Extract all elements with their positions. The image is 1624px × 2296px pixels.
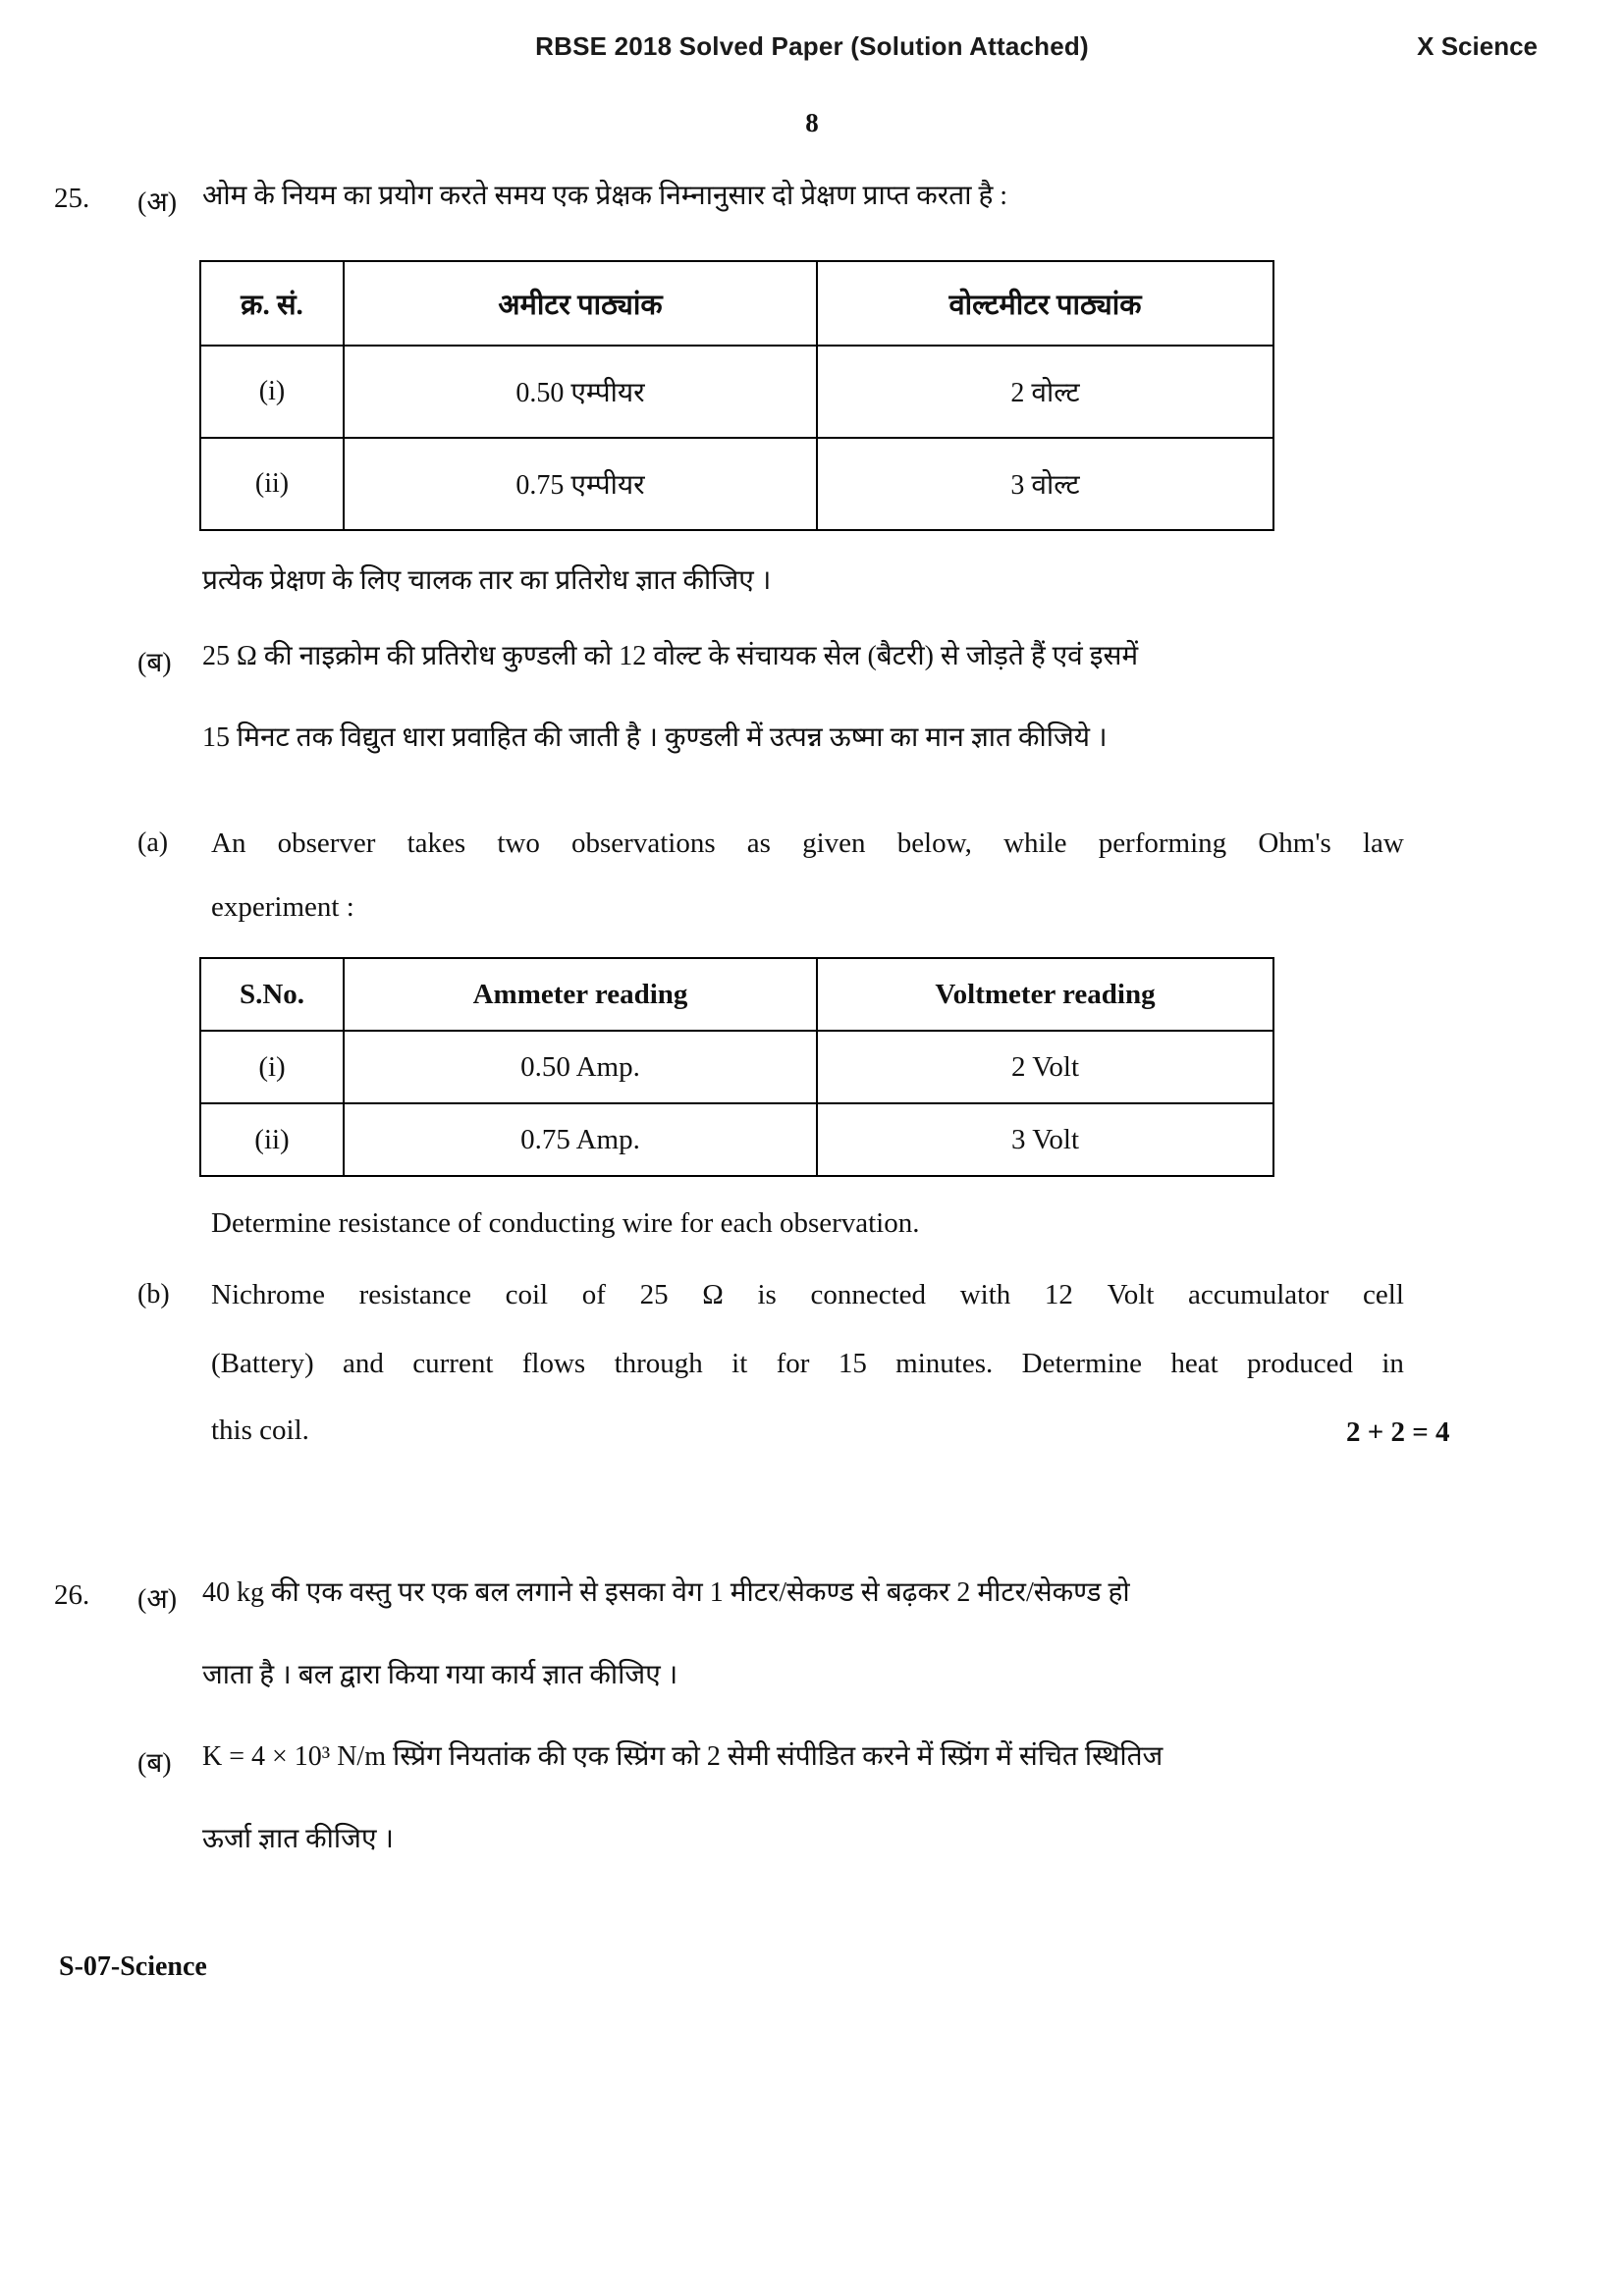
cell-sno: (i) [200, 346, 344, 438]
word: 25 [639, 1279, 669, 1310]
word: 15 [838, 1348, 867, 1379]
question-25-number: 25. [54, 183, 90, 214]
word: heat [1170, 1348, 1218, 1379]
table-row [200, 1031, 1273, 1103]
word: flows [521, 1348, 586, 1379]
word: of [581, 1279, 606, 1310]
word: Volt [1107, 1279, 1155, 1310]
ohm-symbol: Ω [702, 1279, 724, 1310]
word: Determine [1021, 1348, 1143, 1379]
question-25-part-a-en-label: (a) [137, 828, 169, 858]
question-25-part-a-hi-line-1: ओम के नियम का प्रयोग करते समय एक प्रेक्षक निम्नानुसार दो प्रेक्षण प्राप्त करता है : [202, 181, 1008, 211]
word: is [757, 1279, 777, 1310]
word: through [614, 1348, 703, 1379]
page-number: 8 [805, 108, 819, 137]
word: 12 [1044, 1279, 1073, 1310]
question-25-part-b-en-line-1 [211, 1279, 1404, 1311]
word: while [1003, 828, 1067, 859]
cell-voltmeter: 3 वोल्ट [817, 438, 1273, 530]
word: observer [277, 828, 376, 859]
word: connected [810, 1279, 927, 1310]
question-25-part-a-en-line-2: experiment : [211, 891, 354, 923]
word: as [746, 828, 771, 859]
table-row [200, 346, 1273, 438]
question-25-part-a-en-line-1 [211, 828, 1404, 860]
question-26-part-a-label: (अ) [137, 1584, 178, 1615]
cell-sno: (i) [200, 1031, 344, 1103]
word: law [1362, 828, 1404, 859]
word: Nichrome [211, 1279, 325, 1310]
word: cell [1363, 1279, 1404, 1310]
cell-voltmeter: 2 वोल्ट [817, 346, 1273, 438]
cell-voltmeter: 2 Volt [817, 1031, 1273, 1103]
word: resistance [358, 1279, 471, 1310]
paper-footer-code: S-07-Science [59, 1951, 207, 1982]
word: performing [1098, 828, 1227, 859]
question-25-part-b-hi-label: (ब) [137, 648, 172, 678]
cell-ammeter: 0.50 Amp. [344, 1031, 817, 1103]
cell-sno: (ii) [200, 1103, 344, 1176]
cell-ammeter: 0.50 एम्पीयर [344, 346, 817, 438]
paper-subject: X Science [1417, 30, 1538, 61]
word: given [802, 828, 866, 859]
cell-voltmeter: 3 Volt [817, 1103, 1273, 1176]
question-25-part-b-en-line-2 [211, 1348, 1404, 1380]
word: below, [896, 828, 972, 859]
table-header-ammeter: अमीटर पाठ्यांक [344, 261, 817, 346]
word: in [1381, 1348, 1404, 1379]
table-header-voltmeter: Voltmeter reading [817, 958, 1273, 1031]
word: observations [571, 828, 716, 859]
word: (Battery) [211, 1348, 314, 1379]
question-25-part-a-hi-followup: प्रत्येक प्रेक्षण के लिए चालक तार का प्रतिरोध ज्ञात कीजिए । [202, 565, 772, 596]
question-25-part-b-en-label: (b) [137, 1279, 170, 1309]
table-header-row [200, 261, 1273, 346]
word: coil [505, 1279, 549, 1310]
table-row [200, 1103, 1273, 1176]
word: and [343, 1348, 384, 1379]
observation-table-hindi [199, 260, 1274, 531]
word: with [959, 1279, 1011, 1310]
table-header-sno: क्र. सं. [200, 261, 344, 346]
question-25-part-b-hi-line-2: 15 मिनट तक विद्युत धारा प्रवाहित की जाती है । कुण्डली में उत्पन्न ऊष्मा का मान ज्ञात कीजिये । [202, 722, 1108, 753]
word: it [731, 1348, 748, 1379]
table-header-ammeter: Ammeter reading [344, 958, 817, 1031]
question-26-part-b-line-1: K = 4 × 10³ N/m स्प्रिंग नियतांक की एक स्प्रिंग को 2 सेमी संपीडित करने में स्प्रिंग में संचित स्थितिज [202, 1741, 1164, 1772]
question-26-part-b-label: (ब) [137, 1748, 172, 1779]
table-header-voltmeter: वोल्टमीटर पाठ्यांक [817, 261, 1273, 346]
word: An [211, 828, 246, 859]
question-26-number: 26. [54, 1579, 90, 1611]
word: current [412, 1348, 494, 1379]
word: accumulator [1188, 1279, 1329, 1310]
observation-table-english [199, 957, 1274, 1177]
question-25-part-b-hi-line-1: 25 Ω की नाइक्रोम की प्रतिरोध कुण्डली को 12 वोल्ट के संचायक सेल (बैटरी) से जोड़ते हैं एवं इसमें [202, 641, 1139, 671]
table-header-row [200, 958, 1273, 1031]
word: produced [1247, 1348, 1353, 1379]
cell-ammeter: 0.75 Amp. [344, 1103, 817, 1176]
word: for [776, 1348, 810, 1379]
marks-allocation-25: 2 + 2 = 4 [1346, 1416, 1450, 1448]
word: minutes. [895, 1348, 994, 1379]
question-25-part-a-hi-label: (अ) [137, 187, 178, 218]
cell-ammeter: 0.75 एम्पीयर [344, 438, 817, 530]
word: Ohm's [1258, 828, 1331, 859]
table-header-sno: S.No. [200, 958, 344, 1031]
question-26-part-a-line-2: जाता है । बल द्वारा किया गया कार्य ज्ञात कीजिए । [202, 1660, 678, 1690]
table-row [200, 438, 1273, 530]
question-26-part-b-line-2: ऊर्जा ज्ञात कीजिए । [202, 1824, 395, 1854]
paper-title: RBSE 2018 Solved Paper (Solution Attached) [535, 30, 1089, 61]
page-header [0, 24, 1624, 69]
question-25-part-a-en-followup: Determine resistance of conducting wire for each observation. [211, 1207, 920, 1239]
word: two [497, 828, 540, 859]
question-25-part-b-en-line-3: this coil. [211, 1415, 309, 1446]
cell-sno: (ii) [200, 438, 344, 530]
word: takes [406, 828, 466, 859]
question-26-part-a-line-1: 40 kg की एक वस्तु पर एक बल लगाने से इसका वेग 1 मीटर/सेकण्ड से बढ़कर 2 मीटर/सेकण्ड हो [202, 1577, 1130, 1608]
